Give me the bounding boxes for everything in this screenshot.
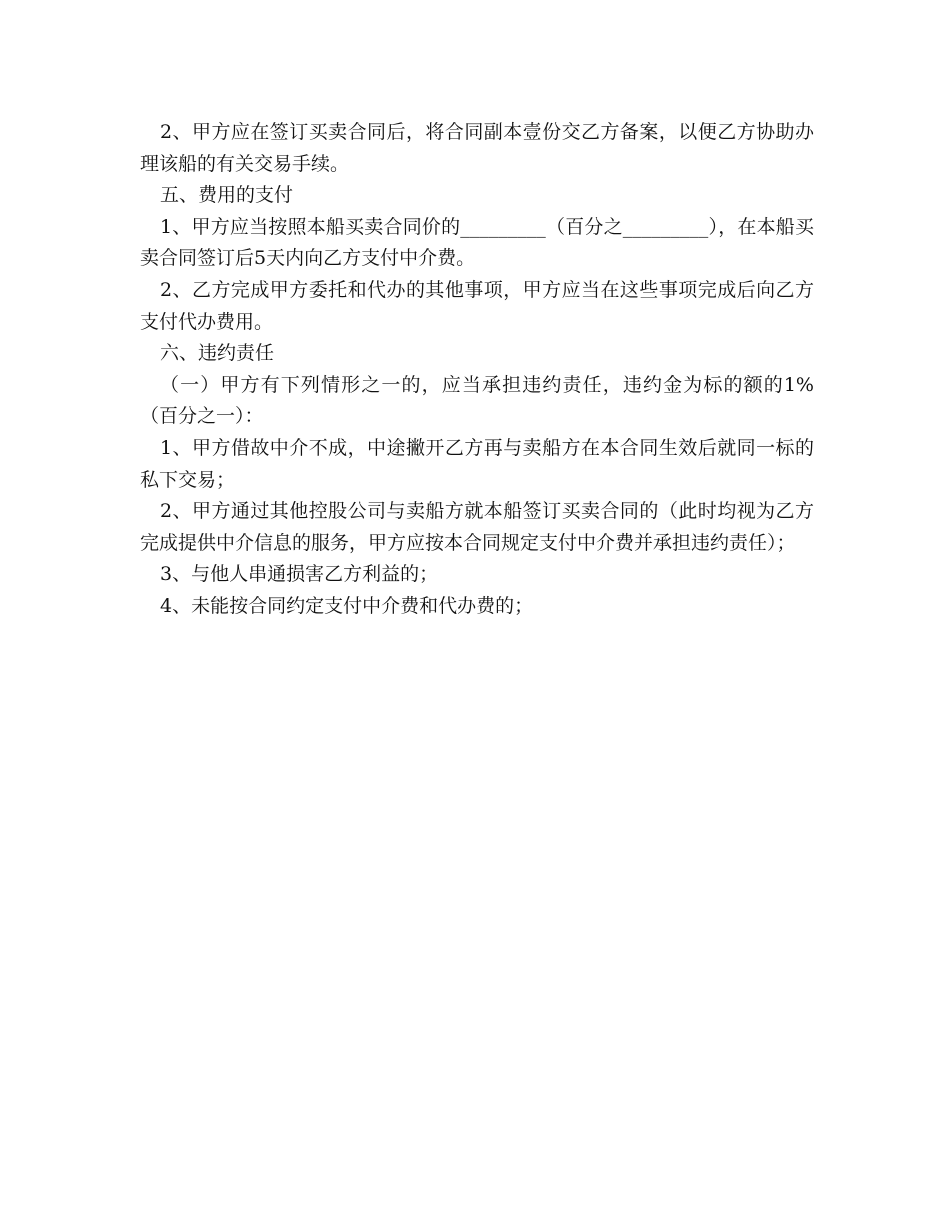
section-heading-liability: 六、违约责任	[160, 342, 275, 365]
clause-6-3: 3、与他人串通损害乙方利益的；	[160, 563, 439, 586]
clause-4-2: 2、甲方应在签订买卖合同后，将合同副本壹份交乙方备案，以便乙方协助办理该船的有关交易手续。	[140, 121, 814, 175]
clause-5-1: 1、甲方应当按照本船买卖合同价的_________（百分之_________），在本船买卖合同签订后5天内向乙方支付中介费。	[140, 215, 814, 270]
clause-6-intro: （一）甲方有下列情形之一的，应当承担违约责任，违约金为标的额的1%（百分之一）：	[140, 373, 814, 428]
section-heading-payment: 五、费用的支付	[160, 184, 294, 207]
document-body	[140, 117, 814, 623]
clause-5-2: 2、乙方完成甲方委托和代办的其他事项，甲方应当在这些事项完成后向乙方支付代办费用。	[140, 278, 814, 333]
clause-6-1: 1、甲方借故中介不成，中途撇开乙方再与卖船方在本合同生效后就同一标的私下交易；	[140, 436, 814, 491]
clause-6-4: 4、未能按合同约定支付中介费和代办费的；	[160, 594, 534, 617]
clause-6-2: 2、甲方通过其他控股公司与卖船方就本船签订买卖合同的（此时均视为乙方完成提供中介信息的服务，甲方应按本合同规定支付中介费并承担违约责任）；	[140, 500, 814, 554]
